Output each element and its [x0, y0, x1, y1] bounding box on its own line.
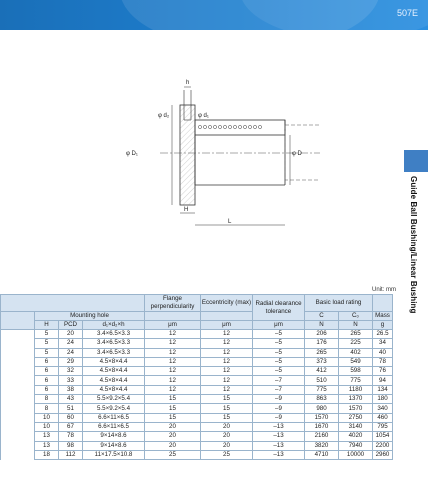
cell-mass: 2200 [373, 441, 393, 450]
header-n: N [305, 321, 339, 330]
table-row [1, 422, 393, 431]
cell-flange: 12 [145, 339, 201, 348]
cell-mass: 26.5 [373, 330, 393, 339]
header-um: μm [253, 321, 305, 330]
cell-radial: –9 [253, 395, 305, 404]
cell-h: 6 [35, 367, 59, 376]
cell-h: 10 [35, 422, 59, 431]
table-row [1, 376, 393, 385]
cell-h: 18 [35, 450, 59, 459]
table-row [1, 441, 393, 450]
cell-c: 1670 [305, 422, 339, 431]
row-blank-cell [1, 432, 35, 441]
cell-h: 8 [35, 404, 59, 413]
cell-flange: 15 [145, 413, 201, 422]
cell-hole: 4.5×8×4.4 [83, 385, 145, 394]
table-row [1, 413, 393, 422]
header-c0: C₀ [339, 312, 373, 321]
cell-mass: 795 [373, 422, 393, 431]
cell-hole: 3.4×6.5×3.3 [83, 330, 145, 339]
cell-h: 5 [35, 339, 59, 348]
cell-pcd: 78 [59, 432, 83, 441]
cell-pcd: 24 [59, 348, 83, 357]
cell-flange: 12 [145, 357, 201, 366]
page-code: 507E [396, 8, 418, 18]
cell-c0: 2750 [339, 413, 373, 422]
cell-ecc: 20 [201, 432, 253, 441]
cell-pcd: 60 [59, 413, 83, 422]
cell-hole: 9×14×8.6 [83, 441, 145, 450]
header-empty-mass [373, 295, 393, 312]
cell-c: 206 [305, 330, 339, 339]
row-blank-cell [1, 376, 35, 385]
cell-c0: 1180 [339, 385, 373, 394]
cell-c: 412 [305, 367, 339, 376]
cell-hole: 3.4×6.5×3.3 [83, 339, 145, 348]
cell-h: 8 [35, 395, 59, 404]
label-D: φ D [292, 151, 302, 157]
table-row [1, 432, 393, 441]
unit-label: Unit: mm [372, 287, 396, 293]
cell-ecc: 15 [201, 413, 253, 422]
cell-ecc: 15 [201, 395, 253, 404]
cell-h: 6 [35, 385, 59, 394]
cell-mass: 94 [373, 376, 393, 385]
row-blank-cell [1, 385, 35, 394]
cell-h: 10 [35, 413, 59, 422]
cell-mass: 2960 [373, 450, 393, 459]
table-row [1, 385, 393, 394]
header-n: N [339, 321, 373, 330]
header-mass: Mass [373, 312, 393, 321]
cell-radial: –13 [253, 432, 305, 441]
cell-h: 5 [35, 330, 59, 339]
header-load: Basic load rating [305, 295, 373, 312]
cell-flange: 15 [145, 395, 201, 404]
cell-c: 4710 [305, 450, 339, 459]
cell-pcd: 43 [59, 395, 83, 404]
cell-c: 2160 [305, 432, 339, 441]
row-blank-cell [1, 413, 35, 422]
cell-hole: 9×14×8.6 [83, 432, 145, 441]
cell-pcd: 32 [59, 367, 83, 376]
cell-ecc: 12 [201, 376, 253, 385]
cell-c: 1570 [305, 413, 339, 422]
cell-mass: 1054 [373, 432, 393, 441]
header-blank [201, 312, 253, 321]
cell-radial: –5 [253, 330, 305, 339]
cell-mass: 180 [373, 395, 393, 404]
table-row [1, 339, 393, 348]
row-blank-cell [1, 367, 35, 376]
cell-radial: –13 [253, 450, 305, 459]
cell-radial: –5 [253, 348, 305, 357]
cell-pcd: 20 [59, 330, 83, 339]
cell-flange: 20 [145, 432, 201, 441]
cell-hole: 5.5×9.2×5.4 [83, 395, 145, 404]
ball-row [198, 125, 261, 128]
row-blank-cell [1, 422, 35, 431]
header-flange: Flange perpendicularity [145, 295, 201, 312]
cell-ecc: 12 [201, 348, 253, 357]
cell-mass: 340 [373, 404, 393, 413]
header-pcd: PCD [59, 321, 83, 330]
table-row [1, 450, 393, 459]
table-row [1, 348, 393, 357]
row-blank-cell [1, 339, 35, 348]
header-um: μm [145, 321, 201, 330]
cell-radial: –5 [253, 367, 305, 376]
row-blank-cell [1, 441, 35, 450]
cell-pcd: 112 [59, 450, 83, 459]
cell-radial: –5 [253, 339, 305, 348]
cell-mass: 34 [373, 339, 393, 348]
cell-pcd: 24 [59, 339, 83, 348]
table-row [1, 330, 393, 339]
cell-ecc: 20 [201, 422, 253, 431]
cell-mass: 134 [373, 385, 393, 394]
row-blank-cell [1, 348, 35, 357]
label-d2: φ d₂ [158, 113, 170, 119]
section-tab [404, 150, 428, 172]
header-g: g [373, 321, 393, 330]
cell-flange: 12 [145, 376, 201, 385]
cell-c0: 10000 [339, 450, 373, 459]
cell-flange: 25 [145, 450, 201, 459]
cell-h: 6 [35, 376, 59, 385]
cell-ecc: 20 [201, 441, 253, 450]
cell-c0: 225 [339, 339, 373, 348]
cell-c0: 775 [339, 376, 373, 385]
cell-c0: 1570 [339, 404, 373, 413]
row-blank-cell [1, 450, 35, 459]
cell-c0: 3140 [339, 422, 373, 431]
row-blank-cell [1, 395, 35, 404]
cell-mass: 460 [373, 413, 393, 422]
header-c: C [305, 312, 339, 321]
cell-h: 5 [35, 348, 59, 357]
cell-ecc: 12 [201, 385, 253, 394]
cell-radial: –7 [253, 385, 305, 394]
cell-c: 775 [305, 385, 339, 394]
cell-radial: –7 [253, 376, 305, 385]
cell-ecc: 12 [201, 330, 253, 339]
cell-c: 373 [305, 357, 339, 366]
row-blank-cell [1, 404, 35, 413]
cell-pcd: 38 [59, 385, 83, 394]
header-hole-dims: d₁×d₂×h [83, 321, 145, 330]
cell-c0: 402 [339, 348, 373, 357]
cell-flange: 12 [145, 367, 201, 376]
cell-c: 863 [305, 395, 339, 404]
cell-pcd: 29 [59, 357, 83, 366]
header-blank [145, 312, 201, 321]
cell-hole: 4.5×8×4.4 [83, 357, 145, 366]
cell-flange: 20 [145, 441, 201, 450]
spec-table [0, 294, 393, 460]
bushing-drawing [120, 75, 320, 235]
cell-h: 6 [35, 357, 59, 366]
cell-ecc: 25 [201, 450, 253, 459]
cell-pcd: 51 [59, 404, 83, 413]
cell-c: 980 [305, 404, 339, 413]
cell-pcd: 98 [59, 441, 83, 450]
cell-h: 13 [35, 441, 59, 450]
cell-mass: 40 [373, 348, 393, 357]
header-radial: Radial clearance tolerance [253, 295, 305, 321]
label-L: L [228, 219, 232, 225]
cell-c0: 4020 [339, 432, 373, 441]
cell-ecc: 12 [201, 357, 253, 366]
cell-pcd: 33 [59, 376, 83, 385]
cell-hole: 4.5×8×4.4 [83, 367, 145, 376]
header-mounting-hole: Mounting hole [35, 312, 145, 321]
cell-h: 13 [35, 432, 59, 441]
cell-radial: –9 [253, 413, 305, 422]
cell-flange: 12 [145, 385, 201, 394]
row-blank-cell [1, 357, 35, 366]
cell-c: 176 [305, 339, 339, 348]
label-h: h [186, 80, 190, 86]
cell-hole: 3.4×6.5×3.3 [83, 348, 145, 357]
cell-hole: 6.6×11×6.5 [83, 413, 145, 422]
cell-c0: 1370 [339, 395, 373, 404]
cell-radial: –13 [253, 441, 305, 450]
cell-flange: 15 [145, 404, 201, 413]
cell-radial: –13 [253, 422, 305, 431]
cell-hole: 6.6×11×6.5 [83, 422, 145, 431]
cell-flange: 12 [145, 348, 201, 357]
cell-ecc: 12 [201, 339, 253, 348]
cell-c0: 549 [339, 357, 373, 366]
header-empty [1, 295, 145, 312]
label-D1: φ D₁ [126, 151, 138, 157]
cell-pcd: 67 [59, 422, 83, 431]
cell-c0: 7940 [339, 441, 373, 450]
header-h: H [35, 321, 59, 330]
cell-c0: 598 [339, 367, 373, 376]
cell-radial: –5 [253, 357, 305, 366]
header-blank [1, 312, 35, 330]
header-um: μm [201, 321, 253, 330]
section-title: Guide Ball Bushing/Linear Bushing [409, 176, 418, 314]
table-row [1, 395, 393, 404]
cell-radial: –9 [253, 404, 305, 413]
table-row [1, 367, 393, 376]
cell-c0: 265 [339, 330, 373, 339]
cell-flange: 20 [145, 422, 201, 431]
label-H: H [184, 207, 189, 213]
cell-c: 510 [305, 376, 339, 385]
cell-hole: 4.5×8×4.4 [83, 376, 145, 385]
header-eccentricity: Eccentricity (max) [201, 295, 253, 312]
table-row [1, 404, 393, 413]
cell-ecc: 12 [201, 367, 253, 376]
cell-mass: 78 [373, 357, 393, 366]
cell-mass: 76 [373, 367, 393, 376]
cell-hole: 5.5×9.2×5.4 [83, 404, 145, 413]
cell-flange: 12 [145, 330, 201, 339]
cell-c: 3820 [305, 441, 339, 450]
cell-ecc: 15 [201, 404, 253, 413]
label-d1: φ d₁ [198, 113, 209, 119]
cell-hole: 11×17.5×10.8 [83, 450, 145, 459]
cell-c: 265 [305, 348, 339, 357]
header-banner [0, 0, 428, 30]
row-blank-cell [1, 330, 35, 339]
table-row [1, 357, 393, 366]
